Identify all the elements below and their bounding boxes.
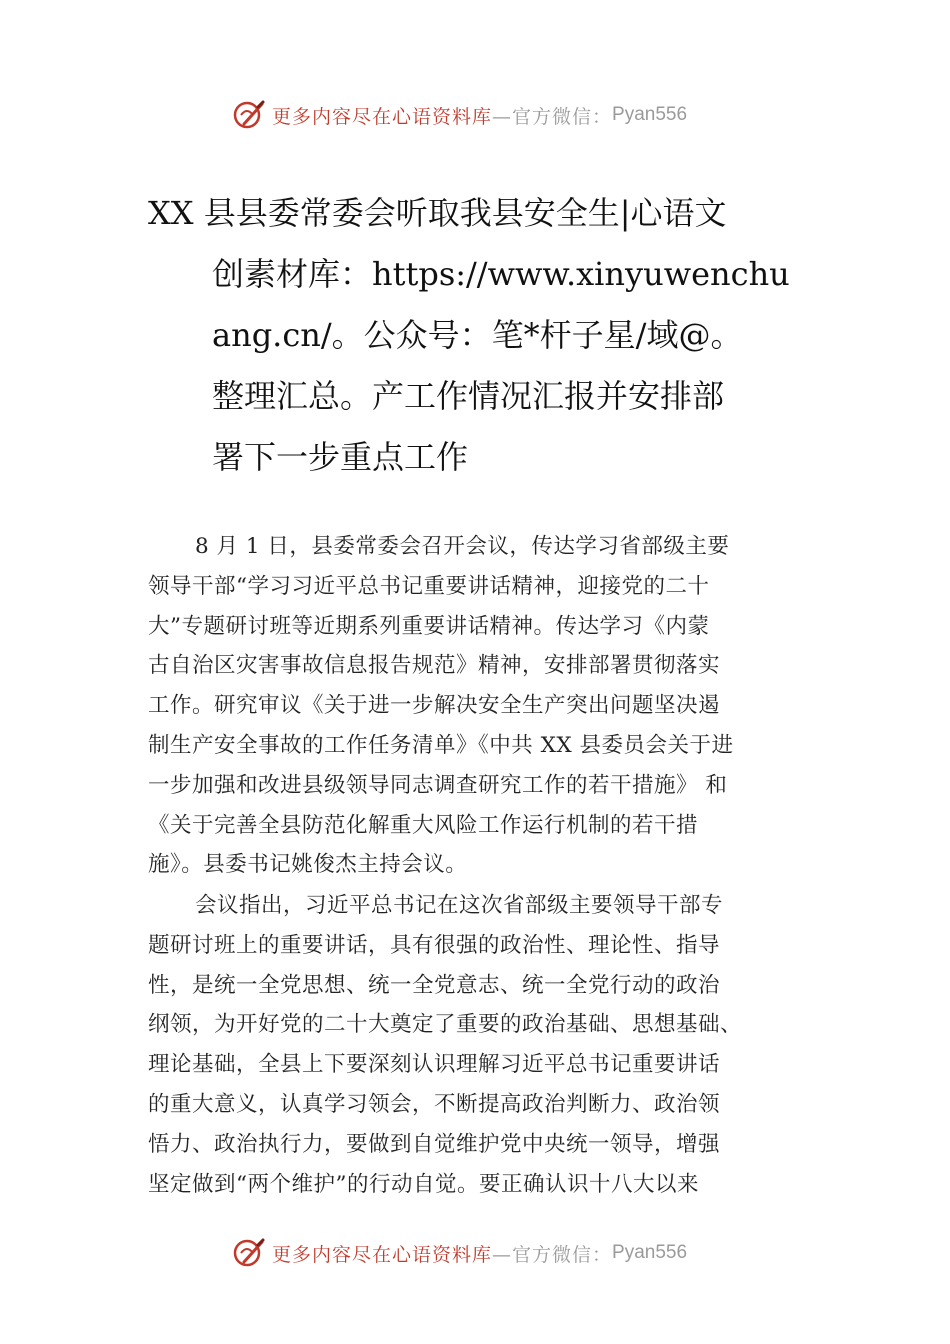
paragraph-line: 领导干部“学习习近平总书记重要讲话精神，迎接党的二十 [148, 573, 710, 599]
title-line: 整理汇总。产工作情况汇报并安排部 [212, 377, 725, 415]
footer-banner [232, 1233, 752, 1273]
document-title [148, 183, 808, 488]
banner-text-id: Pyan556 [612, 1242, 688, 1263]
paragraph-line: 坚定做到“两个维护”的行动自觉。要正确认识十八大以来 [148, 1171, 699, 1197]
body-paragraph-1 [148, 527, 818, 885]
paragraph-line: 《关于完善全县防范化解重大风险工作运行机制的若干措 [148, 812, 699, 838]
title-line: XX 县县委常委会听取我县安全生|心语文 [148, 194, 727, 232]
body-paragraph-2 [148, 886, 818, 1204]
paragraph-line: 纲领，为开好党的二十大奠定了重要的政治基础、思想基础、 [148, 1012, 743, 1038]
paragraph-line: 理论基础，全县上下要深刻认识理解习近平总书记重要讲话 [148, 1052, 721, 1078]
paragraph-line: 古自治区灾害事故信息报告规范》精神，安排部署贯彻落实 [148, 653, 721, 679]
pen-heart-logo-icon [232, 1236, 266, 1270]
paragraph-line: 性，是统一全党思想、统一全党意志、统一全党行动的政治 [148, 972, 721, 998]
paragraph-line: 题研讨班上的重要讲话，具有很强的政治性、理论性、指导 [148, 932, 721, 958]
paragraph-line: 一步加强和改进县级领导同志调查研究工作的若干措施》 和 [148, 772, 728, 798]
pen-heart-logo-icon [232, 98, 266, 132]
paragraph-line: 施》。县委书记姚俊杰主持会议。 [148, 852, 468, 878]
paragraph-line: 8 月 1 日，县委常委会召开会议，传达学习省部级主要 [195, 534, 730, 559]
paragraph-line: 大”专题研讨班等近期系列重要讲话精神。传达学习《内蒙 [148, 613, 710, 639]
paragraph-line: 制生产安全事故的工作任务清单》《中共 XX 县委员会关于进 [148, 732, 734, 758]
banner-text-main: 更多内容尽在心语资料库 [272, 105, 493, 128]
paragraph-line: 会议指出，习近平总书记在这次省部级主要领导干部专 [195, 893, 724, 918]
banner-text-id: Pyan556 [612, 104, 688, 125]
banner-text-wechat: —官方微信： [492, 1243, 613, 1266]
paragraph-line: 的重大意义，认真学习领会，不断提高政治判断力、政治领 [148, 1091, 721, 1117]
header-banner [232, 95, 752, 135]
banner-text-main: 更多内容尽在心语资料库 [272, 1243, 493, 1266]
banner-text-wechat: —官方微信： [492, 105, 613, 128]
paragraph-line: 工作。研究审议《关于进一步解决安全生产突出问题坚决遏 [148, 693, 721, 719]
title-line: 创素材库：https://www.xinyuwenchu [212, 255, 790, 293]
paragraph-line: 悟力、政治执行力，要做到自觉维护党中央统一领导，增强 [148, 1131, 721, 1157]
title-line: 署下一步重点工作 [212, 438, 469, 476]
title-line: ang.cn/。公众号：笔*杆子星/域@。 [212, 316, 743, 354]
